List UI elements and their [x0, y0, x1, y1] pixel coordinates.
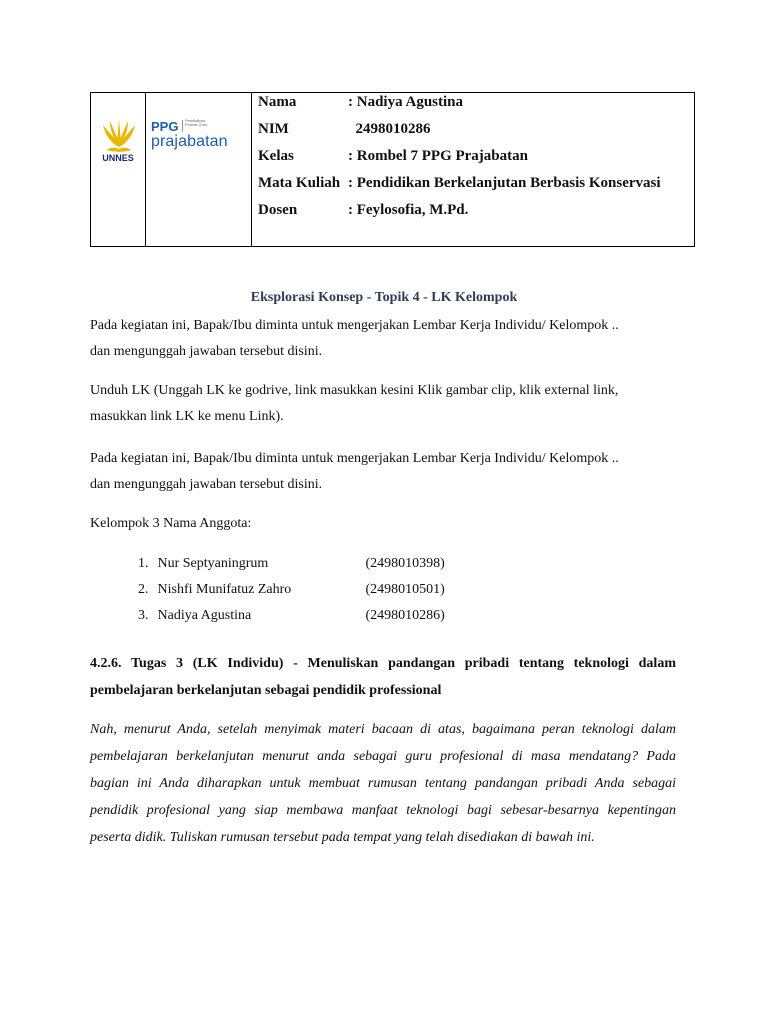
field-value: : Pendidikan Berkelanjutan Berbasis Konservasi [348, 175, 661, 191]
field-value: : Nadiya Agustina [348, 94, 464, 110]
item-number: 2. [138, 582, 149, 597]
member-nim: (2498010286) [365, 608, 445, 623]
description-line: bagian ini Anda diharapkan untuk membuat rumusan tentang pandangan pribadi Anda sebagai [90, 776, 676, 791]
ppg-logo-cell [145, 93, 252, 246]
text-line: Unduh LK (Unggah LK ke godrive, link masukkan kesini Klik gambar clip, klik external link, [90, 383, 619, 398]
list-item [138, 607, 445, 625]
identity-info-cell [251, 93, 694, 246]
text-line: Pada kegiatan ini, Bapak/Ibu diminta untuk mengerjakan Lembar Kerja Individu/ Kelompok .. [90, 318, 619, 333]
info-row-dosen [258, 201, 468, 219]
field-value: 2498010286 [348, 121, 431, 137]
page-title: Eksplorasi Konsep - Topik 4 - LK Kelompok [250, 290, 518, 305]
member-nim: (2498010501) [365, 582, 445, 597]
paragraph-instructions-1 [90, 313, 690, 365]
description-line: peserta didik. Tuliskan rumusan tersebut pada tempat yang telah disediakan di bawah ini. [90, 830, 595, 845]
header-table [90, 92, 695, 247]
item-number: 3. [138, 608, 149, 623]
field-value: : Feylosofia, M.Pd. [348, 202, 469, 218]
field-label: NIM [258, 121, 289, 137]
description-line: pendidik profesional yang siap membawa manfaat teknologi bagi sebesar-besarnya kepentingan [90, 803, 676, 818]
field-value: : Rombel 7 PPG Prajabatan [348, 148, 528, 164]
field-label: Kelas [258, 148, 294, 164]
text-line: dan mengunggah jawaban tersebut disini. [90, 344, 323, 359]
heading-line: pembelajaran berkelanjutan sebagai pendidik professional [90, 683, 442, 698]
info-row-nama [258, 93, 463, 111]
prajabatan-label: prajabatan [151, 133, 228, 150]
text-line: masukkan link LK ke menu Link). [90, 409, 284, 424]
text-line: dan mengunggah jawaban tersebut disini. [90, 477, 323, 492]
task-description [90, 716, 676, 851]
info-row-mata-kuliah [258, 174, 661, 192]
unnes-logo-cell [91, 93, 146, 246]
field-label: Dosen [258, 202, 298, 218]
description-line: Nah, menurut Anda, setelah menyimak materi bacaan di atas, bagaimana peran teknologi dalam [90, 722, 676, 737]
member-name: Nadiya Agustina [157, 608, 252, 623]
list-item [138, 581, 445, 599]
paragraph-upload-instructions [90, 378, 690, 430]
task-heading [90, 650, 676, 704]
info-row-nim [258, 120, 431, 138]
unnes-wordmark: UNNES [102, 153, 134, 163]
text-line: Pada kegiatan ini, Bapak/Ibu diminta untuk mengerjakan Lembar Kerja Individu/ Kelompok .. [90, 451, 619, 466]
item-number: 1. [138, 556, 149, 571]
heading-line: 4.2.6. Tugas 3 (LK Individu) - Menuliskan pandangan pribadi tentang teknologi dalam [90, 656, 676, 671]
list-item [138, 555, 445, 573]
field-label: Nama [258, 94, 297, 110]
member-name: Nur Septyaningrum [157, 556, 269, 571]
info-row-kelas [258, 147, 528, 165]
description-line: pembelajaran berkelanjutan menurut anda sebagai guru profesional di masa mendatang? Pada [90, 749, 676, 764]
ppg-subtitle: Pendidikan Profesi Guru [185, 118, 208, 127]
logo-divider [182, 120, 183, 132]
group-title: Kelompok 3 Nama Anggota: [90, 516, 252, 531]
paragraph-instructions-2 [90, 446, 690, 498]
ppg-label: PPG [151, 119, 179, 134]
field-label: Mata Kuliah [258, 175, 341, 191]
member-nim: (2498010398) [365, 556, 445, 571]
ppg-prajabatan-logo [151, 119, 247, 159]
member-name: Nishfi Munifatuz Zahro [157, 582, 292, 597]
